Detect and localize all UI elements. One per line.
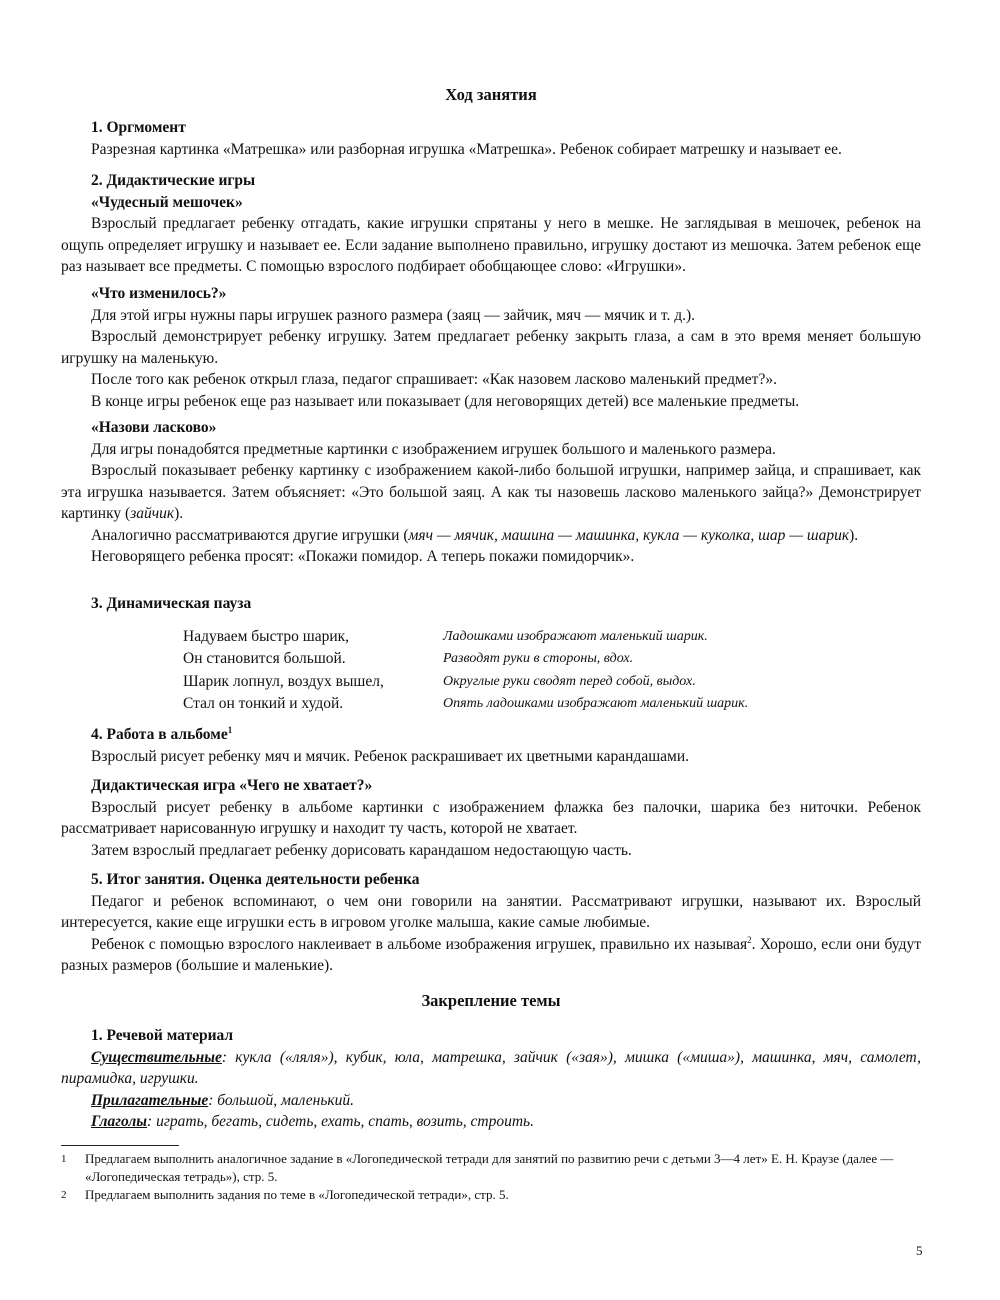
paragraph: Разрезная картинка «Матрешка» или разборная игрушка «Матрешка». Ребенок собирает матрешку и называет ее. [91,140,842,158]
poem-row [183,625,823,648]
paragraph: После того как ребенок открыл глаза, педагог спрашивает: «Как назовем ласково маленький предмет?». [91,371,777,388]
footnote [61,1150,921,1186]
footnote-text: Предлагаем выполнить задания по теме в «Логопедической тетради», стр. 5. [85,1187,509,1202]
paragraph: Для этой игры нужны пары игрушек разного размера (заяц — зайчик, мяч — мячик и т. д.). [91,306,696,324]
paragraph: Взрослый рисует ребенку в альбоме картинки с изображением флажка без палочки, шарика без ниточки. Ребенок рассматривает нарисованную игрушку и находит ту часть, которой не хватает. [61,798,921,837]
consolidation-title: Закрепление темы [421,991,561,1010]
section-what-is-missing [61,775,921,861]
section-summary [61,869,921,977]
game-title: «Назови ласково» [91,419,217,436]
paragraph: Ребенок с помощью взрослого наклеивает в альбоме изображения игрушек, правильно их называя$^2$. Хорошо, если они будут разных размеров (большие и маленькие). [61,934,921,974]
paragraph: Для игры понадобятся предметные картинки с изображением игрушек большого и маленького размера. [91,440,776,458]
paragraph: Аналогично рассматриваются другие игрушки (мяч — мячик, машина — машинка, кукла — куколка, шар — шарик). [91,526,859,544]
poem [183,625,823,715]
page-number: 5 [916,1243,923,1258]
poem-direction: Округлые руки сводят перед собой, выдох. [443,673,696,689]
section-speech-material [61,1025,921,1133]
poem-direction: Ладошками изображают маленький шарик. [443,628,708,644]
poem-line: Шарик лопнул, воздух вышел, [183,672,384,690]
paragraph: Затем взрослый предлагает ребенку дорисовать карандашом недостающую часть. [91,841,632,859]
poem-row [183,693,823,716]
vocab-nouns: Существительные: кукла («ляля»), кубик, юла, матрешка, зайчик («зая»), мишка («миша»), машинка, мяч, самолет, пирамидка, игрушки. [61,1048,921,1087]
footnote [61,1186,921,1204]
paragraph: Педагог и ребенок вспоминают, о чем они говорили на занятии. Рассматривают игрушки, называют их. Взрослый интересуется, какие еще игрушки есть в игровом уголке малыша, какие самые любимые. [61,892,921,931]
section-didactic-games [61,170,921,278]
section-dynamic-pause [61,593,921,615]
paragraph: Взрослый показывает ребенку картинку с изображением какой-либо большой игрушки, например зайца, и спрашивает, как эта игрушка называется. Затем объясняет: «Это большой заяц. А как ты назовешь ласково маленького зайца?» Демонстрирует картинку (зайчик). [61,462,921,522]
vocab-adjectives: Прилагательные: большой, маленький. [91,1091,355,1109]
footnote-mark: 1 [61,1153,67,1165]
game-title: «Чудесный мешочек» [91,193,243,211]
paragraph: Взрослый предлагает ребенку отгадать, какие игрушки спрятаны у него в мешке. Не заглядывая в мешочек, ребенок на ощупь определяет игрушку и называет ее. Если задание выполнено правильно, игрушку достают из мешочка. Затем ребенок еще раз называет все предметы. С помощью взрослого подбирает обобщающее слово: «Игрушки». [61,215,921,275]
vocab-verbs: Глаголы: играть, бегать, сидеть, ехать, спать, возить, строить. [91,1113,534,1130]
poem-line: Стал он тонкий и худой. [183,695,344,712]
poem-line: Надуваем быстро шарик, [183,627,350,645]
paragraph: В конце игры ребенок еще раз называет или показывает (для неговорящих детей) все маленькие предметы. [91,392,800,410]
poem-direction: Разводят руки в стороны, вдох. [443,651,634,666]
section-heading: 5. Итог занятия. Оценка деятельности ребенка [91,871,420,888]
section-heading: 2. Дидактические игры [91,172,256,189]
poem-row [183,648,823,671]
section-heading: 1. Оргмомент [91,119,186,136]
footnote-divider [61,1145,179,1146]
game-title: Дидактическая игра «Чего не хватает?» [91,777,373,794]
paragraph: Неговорящего ребенка просят: «Покажи помидор. А теперь покажи помидорчик». [91,548,635,565]
poem-direction: Опять ладошками изображают маленький шарик. [443,696,749,711]
poem-row [183,670,823,693]
section-album-work [61,724,921,767]
game-title: «Что изменилось?» [91,285,227,302]
section-name-affectionately [61,417,921,568]
section-orgmoment [61,117,921,160]
section-heading: 1. Речевой материал [91,1027,234,1044]
section-what-changed [61,283,921,412]
footnote-text: Предлагаем выполнить аналогичное задание в «Логопедической тетради для занятий по развитию речи с детьми 3—4 лет» Е. Н. Краузе (далее — «Логопедическая тетрадь»), стр. 5. [85,1151,894,1184]
footnote-ref: 2 [747,934,752,945]
paragraph: Взрослый рисует ребенку мяч и мячик. Ребенок раскрашивает их цветными карандашами. [91,747,690,765]
page-title: Ход занятия [445,85,537,104]
footnote-mark: 2 [61,1189,67,1201]
poem-line: Он становится большой. [183,650,346,667]
footnotes [61,1150,921,1204]
section-heading: 3. Динамическая пауза [91,595,252,612]
paragraph: Взрослый демонстрирует ребенку игрушку. Затем предлагает ребенку закрыть глаза, а сам в это время меняет большую игрушку на маленькую. [61,328,921,367]
footnote-ref: 1 [227,724,233,735]
section-heading: 4. Работа в альбоме$^1$ [91,724,233,743]
